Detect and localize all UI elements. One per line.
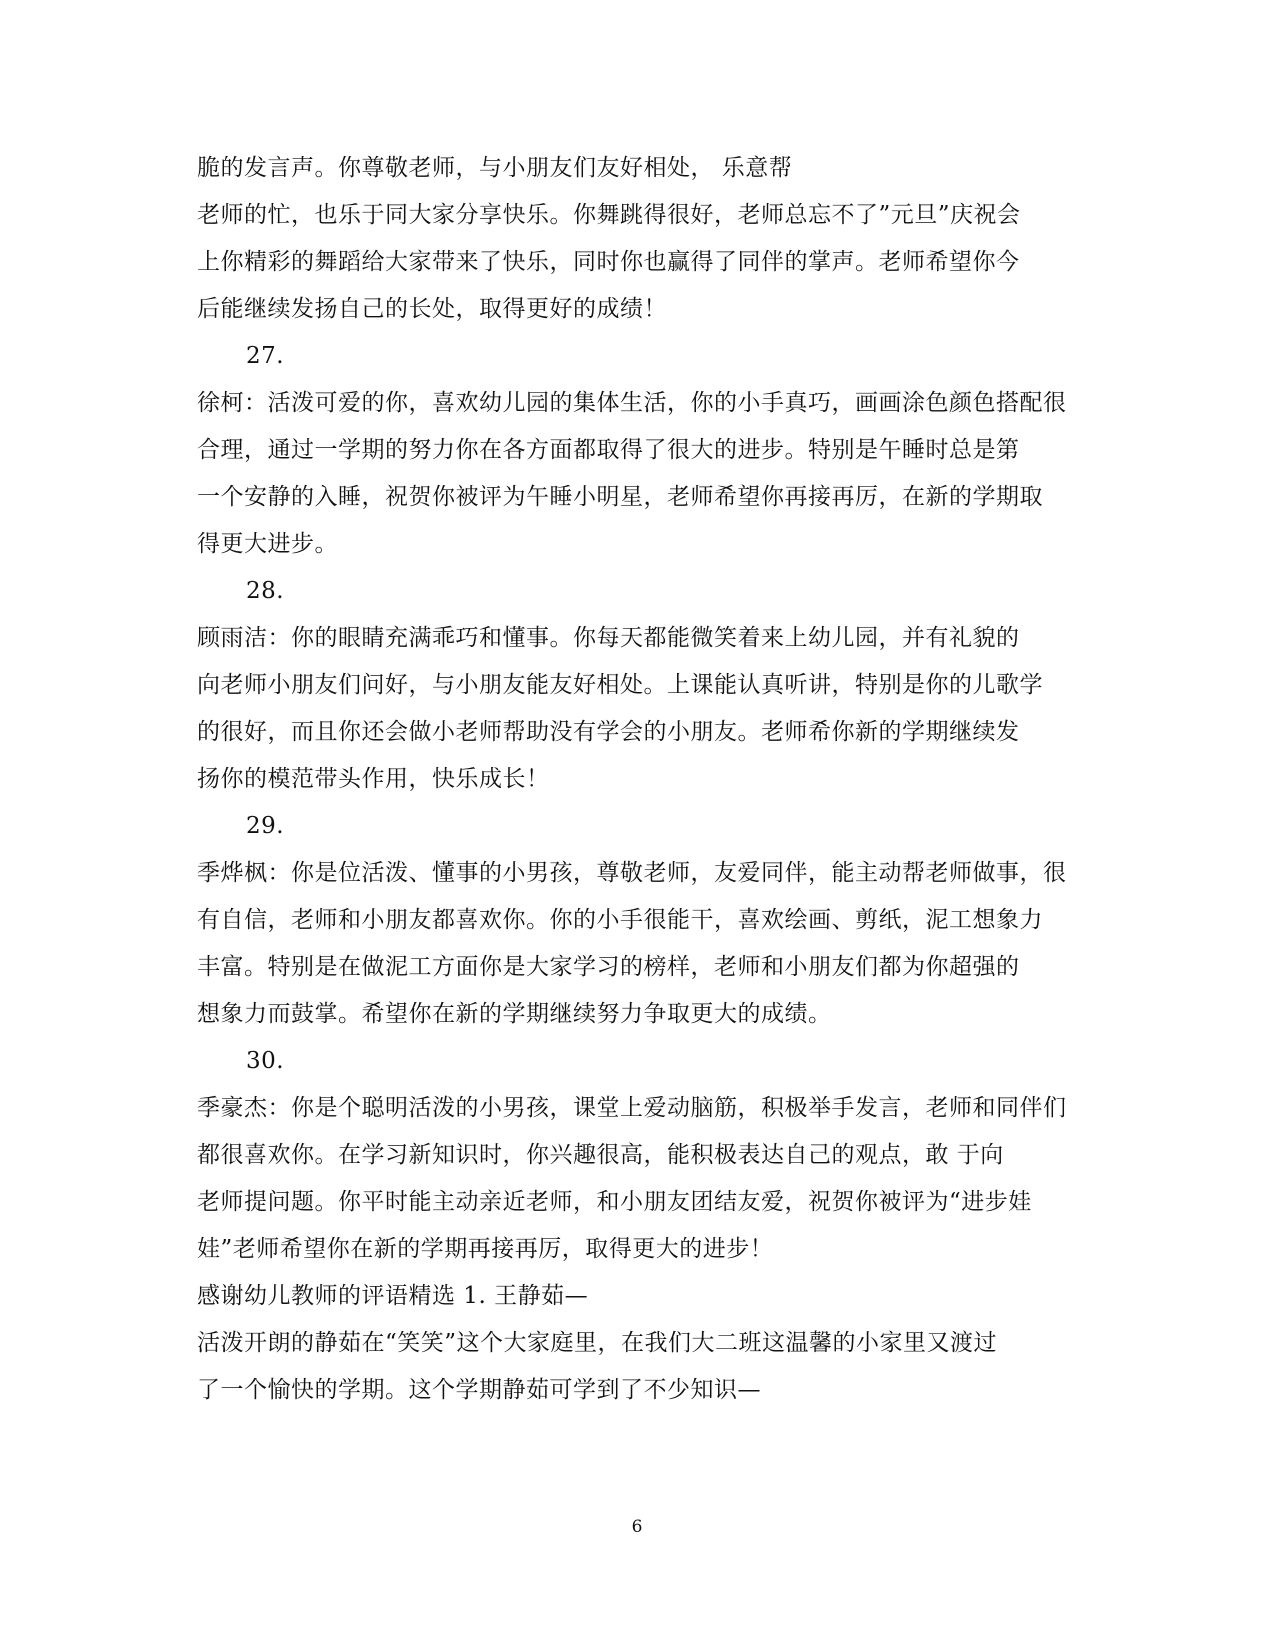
- body-text-line: 季豪杰：你是个聪明活泼的小男孩，课堂上爱动脑筋，积极举手发言，老师和同伴们: [197, 1095, 1067, 1121]
- body-text-line: 了一个愉快的学期。这个学期静茹可学到了不少知识—: [197, 1377, 761, 1403]
- body-text-line: 后能继续发扬自己的长处，取得更好的成绩！: [197, 296, 667, 322]
- body-text-line: 的很好，而且你还会做小老师帮助没有学会的小朋友。老师希你新的学期继续发: [197, 719, 1020, 745]
- item-number-27: 27.: [246, 343, 285, 369]
- item-number-29: 29.: [246, 813, 285, 839]
- body-text-line: 上你精彩的舞蹈给大家带来了快乐，同时你也赢得了同伴的掌声。老师希望你今: [197, 249, 1020, 275]
- body-text-line: 向老师小朋友们问好，与小朋友能友好相处。上课能认真听讲，特别是你的儿歌学: [197, 672, 1043, 698]
- body-text-line: 老师提问题。你平时能主动亲近老师，和小朋友团结友爱，祝贺你被评为“进步娃: [197, 1189, 1032, 1215]
- body-text-line: 想象力而鼓掌。希望你在新的学期继续努力争取更大的成绩。: [197, 1001, 832, 1027]
- body-text-line: 扬你的模范带头作用，快乐成长！: [197, 766, 550, 792]
- body-text-line: 徐柯：活泼可爱的你，喜欢幼儿园的集体生活，你的小手真巧，画画涂色颜色搭配很: [197, 390, 1067, 416]
- body-text-line: 娃”老师希望你在新的学期再接再厉，取得更大的进步！: [197, 1236, 774, 1262]
- body-text-line: 老师的忙，也乐于同大家分享快乐。你舞跳得很好，老师总忘不了”元旦”庆祝会: [197, 202, 1021, 228]
- body-text-line: 合理，通过一学期的努力你在各方面都取得了很大的进步。特别是午睡时总是第: [197, 437, 1020, 463]
- body-text-line: 得更大进步。: [197, 531, 338, 557]
- item-number-28: 28.: [246, 578, 285, 604]
- body-text-line: 丰富。特别是在做泥工方面你是大家学习的榜样，老师和小朋友们都为你超强的: [197, 954, 1020, 980]
- item-number-30: 30.: [246, 1048, 285, 1074]
- body-text-line: 都很喜欢你。在学习新知识时，你兴趣很高，能积极表达自己的观点，敢 于向: [197, 1142, 1004, 1168]
- body-text-line: 季烨枫：你是位活泼、懂事的小男孩，尊敬老师，友爱同伴，能主动帮老师做事，很: [197, 860, 1067, 886]
- section-heading-line: 感谢幼儿教师的评语精选 1. 王静茹—: [197, 1283, 589, 1309]
- body-text-line: 顾雨洁：你的眼睛充满乖巧和懂事。你每天都能微笑着来上幼儿园，并有礼貌的: [197, 625, 1020, 651]
- page-number: 6: [631, 1517, 643, 1537]
- body-text-line: 脆的发言声。你尊敬老师，与小朋友们友好相处， 乐意帮: [197, 155, 793, 181]
- body-text-line: 一个安静的入睡，祝贺你被评为午睡小明星，老师希望你再接再厉，在新的学期取: [197, 484, 1043, 510]
- body-text-line: 活泼开朗的静茹在“笑笑”这个大家庭里，在我们大二班这温馨的小家里又渡过: [197, 1330, 998, 1356]
- body-text-line: 有自信，老师和小朋友都喜欢你。你的小手很能干，喜欢绘画、剪纸，泥工想象力: [197, 907, 1043, 933]
